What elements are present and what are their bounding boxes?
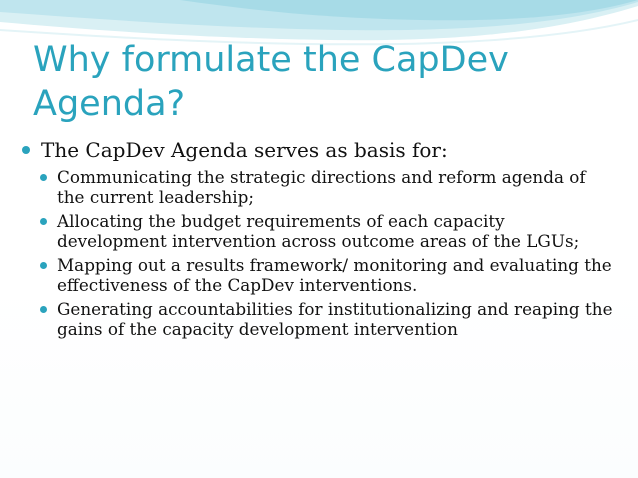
list-item	[40, 255, 622, 295]
main-bullet	[22, 137, 622, 163]
bullet-dot-icon	[22, 146, 30, 154]
bullet-dot-icon	[40, 262, 47, 269]
list-item-text: Communicating the strategic directions and reform agenda of the current leadership;	[57, 167, 586, 207]
list-item	[40, 211, 622, 251]
list-item	[40, 167, 622, 207]
list-item	[40, 299, 622, 339]
bullet-dot-icon	[40, 174, 47, 181]
list-item-text: Allocating the budget requirements of each capacity development intervention across outcome areas of the LGUs;	[57, 211, 580, 251]
bullet-dot-icon	[40, 306, 47, 313]
sub-bullet-list	[40, 167, 622, 339]
list-item-text: Generating accountabilities for institutionalizing and reaping the gains of the capacity development intervention	[57, 299, 613, 339]
main-bullet-text: The CapDev Agenda serves as basis for:	[41, 138, 448, 162]
bullet-dot-icon	[40, 218, 47, 225]
slide-title: Why formulate the CapDev Agenda?	[33, 40, 509, 124]
list-item-text: Mapping out a results framework/ monitoring and evaluating the effectiveness of the CapDev interventions.	[57, 255, 612, 295]
slide-content	[22, 137, 622, 343]
